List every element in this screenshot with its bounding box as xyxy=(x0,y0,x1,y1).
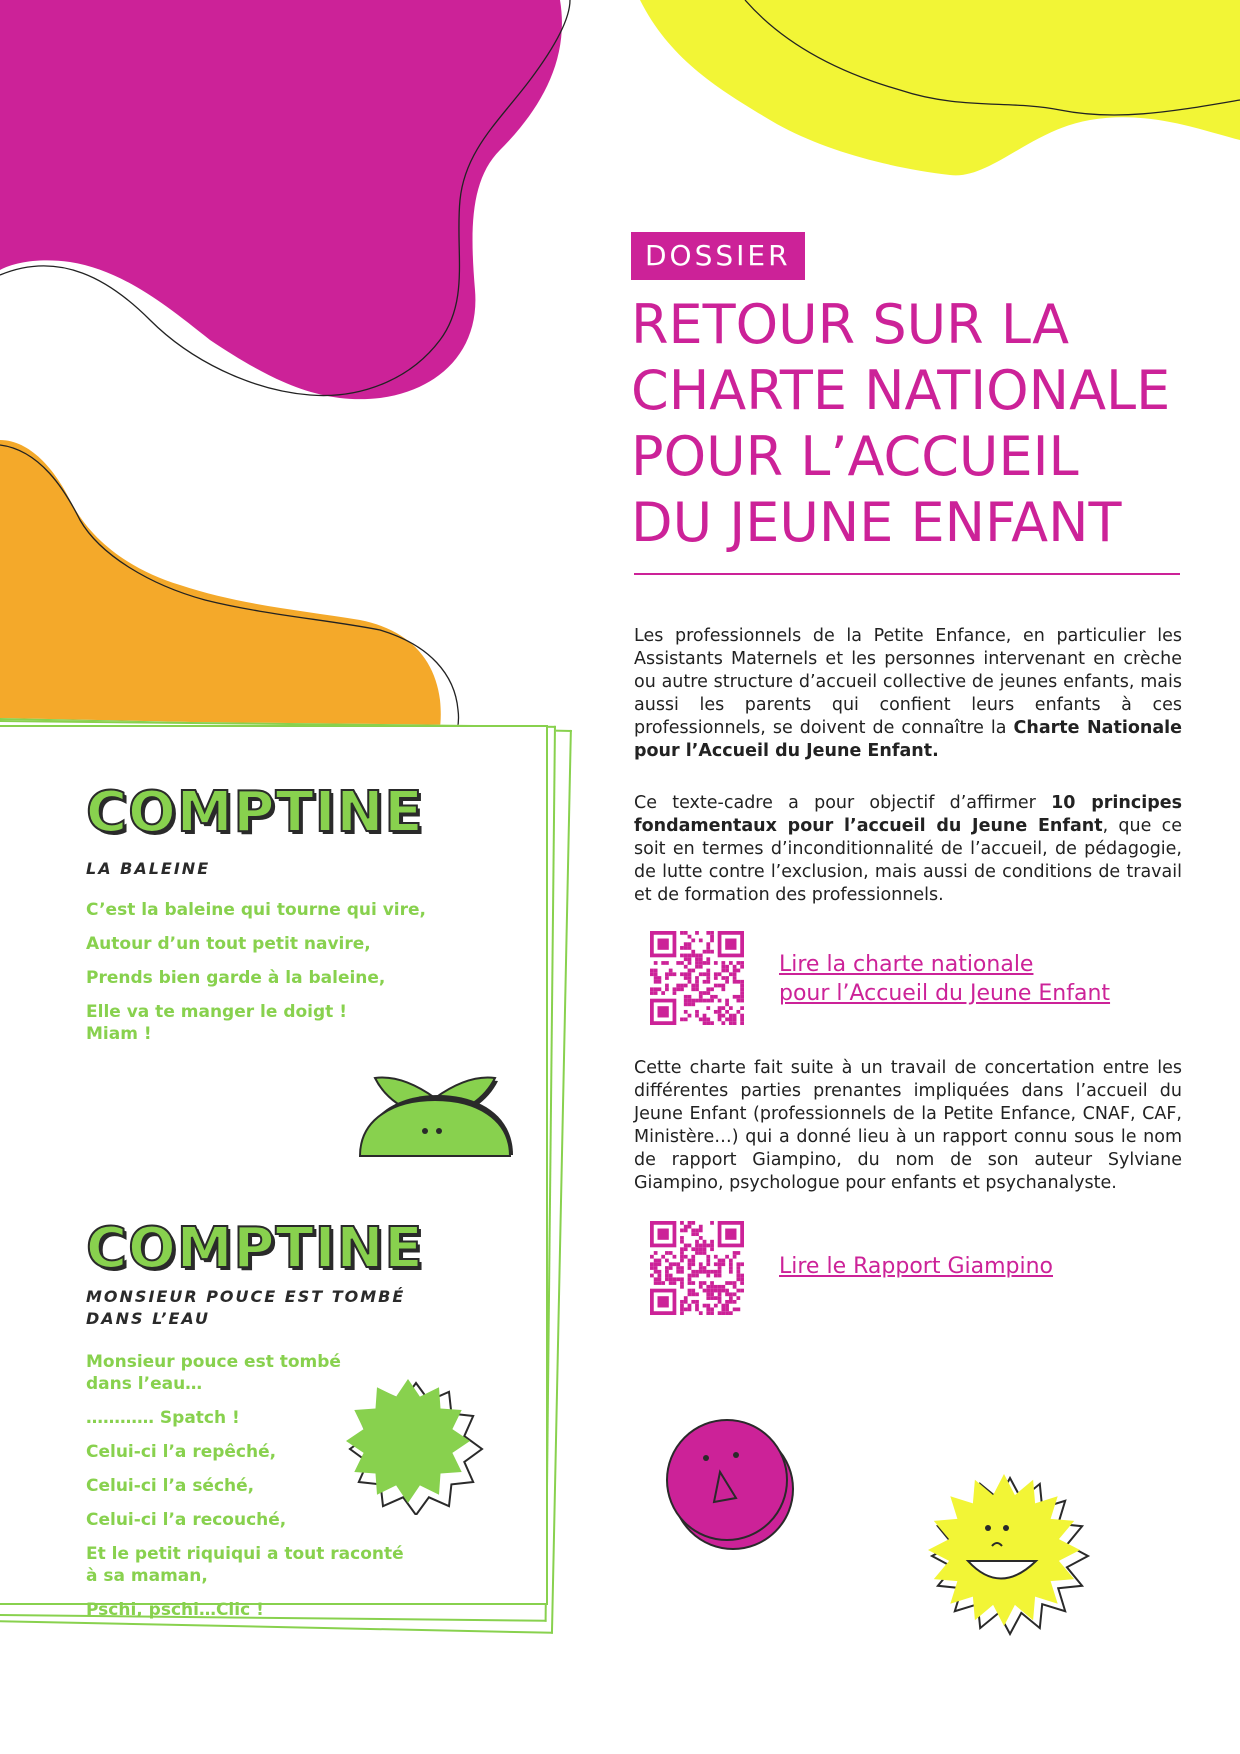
qr-code-icon[interactable] xyxy=(650,1221,744,1315)
verse-line: ………… Spatch ! xyxy=(86,1408,240,1428)
charte-link[interactable] xyxy=(779,950,1110,1008)
qr-code-icon[interactable] xyxy=(650,931,744,1025)
comptine-1-subtitle: LA BALEINE xyxy=(86,859,211,878)
verse-line: Prends bien garde à la baleine, xyxy=(86,968,386,988)
title-divider xyxy=(634,573,1180,575)
intro-text: Les professionnels de la Petite Enfance, en particulier les Assistants Maternels et les personnes intervenant en crèche ou autre structure d’accueil collective de jeunes enfants, mais aussi les parents qui confient leurs enfants à ces professionnels, se doivent de connaître la xyxy=(634,626,1182,738)
verse-line: Pschi, pschi…Clic ! xyxy=(86,1600,264,1620)
principles-text-start: Ce texte-cadre a pour objectif d’affirmer xyxy=(634,793,1052,813)
verse-line: à sa maman, xyxy=(86,1566,208,1586)
verse-line: Monsieur pouce est tombé xyxy=(86,1352,341,1372)
title-line: CHARTE NATIONALE xyxy=(631,359,1171,422)
charte-link-line[interactable]: pour l’Accueil du Jeune Enfant xyxy=(779,981,1111,1006)
verse-line: Celui-ci l’a repêché, xyxy=(86,1442,277,1462)
title-line: DU JEUNE ENFANT xyxy=(631,491,1122,554)
splash-icon xyxy=(338,1375,486,1515)
smiley-circle-icon xyxy=(648,1410,818,1550)
intro-paragraph xyxy=(634,625,1182,763)
verse-line: Celui-ci l’a séché, xyxy=(86,1476,255,1496)
verse-line: Celui-ci l’a recouché, xyxy=(86,1510,287,1530)
comptine-2-heading: COMPTINE xyxy=(86,1216,424,1281)
verse-line: C’est la baleine qui tourne qui vire, xyxy=(86,900,426,920)
verse-line: Autour d’un tout petit navire, xyxy=(86,934,371,954)
verse-line: Et le petit riquiqui a tout raconté xyxy=(86,1544,404,1564)
comptine-1-heading: COMPTINE xyxy=(86,780,424,845)
charte-link-line[interactable]: Lire la charte nationale xyxy=(779,952,1034,977)
principles-paragraph xyxy=(634,792,1182,907)
comptine-2-subtitle xyxy=(86,1286,405,1330)
subtitle-line: DANS L’EAU xyxy=(86,1309,211,1328)
rapport-link[interactable]: Lire le Rapport Giampino xyxy=(779,1254,1053,1279)
title-line: RETOUR SUR LA xyxy=(631,293,1070,356)
dossier-badge: DOSSIER xyxy=(631,232,805,280)
principles-bold: 10 principes fondamentaux pour l’accueil du Jeune Enfant xyxy=(634,793,1183,836)
principles-text-end: , que ce soit en termes d’inconditionnalité de l’accueil, de pédagogie, de lutte contre l’exclusion, mais aussi de conditions de travail et de formation des professionnels. xyxy=(634,816,1182,905)
title-line: POUR L’ACCUEIL xyxy=(631,425,1079,488)
giampino-paragraph: Cette charte fait suite à un travail de concertation entre les différentes parties prenantes impliquées dans l’accueil du Jeune Enfant (professionnels de la Petite Enfance, CNAF, CAF, Ministère…) qui a donné lieu à un rapport connu sous le nom de rapport Giampino, du nom de son auteur Sylviane Giampino, psychologue pour enfants et psychanalyste. xyxy=(634,1058,1182,1193)
sun-smiley-icon xyxy=(918,1466,1094,1636)
intro-bold: Charte Nationale pour l’Accueil du Jeune Enfant. xyxy=(634,718,1183,761)
verse-line: Elle va te manger le doigt ! xyxy=(86,1002,347,1022)
verse-line: dans l’eau… xyxy=(86,1374,203,1394)
whale-icon xyxy=(355,1018,515,1158)
subtitle-line: MONSIEUR POUCE EST TOMBÉ xyxy=(86,1287,406,1306)
verse-line: Miam ! xyxy=(86,1024,152,1044)
page-title xyxy=(631,292,1191,556)
